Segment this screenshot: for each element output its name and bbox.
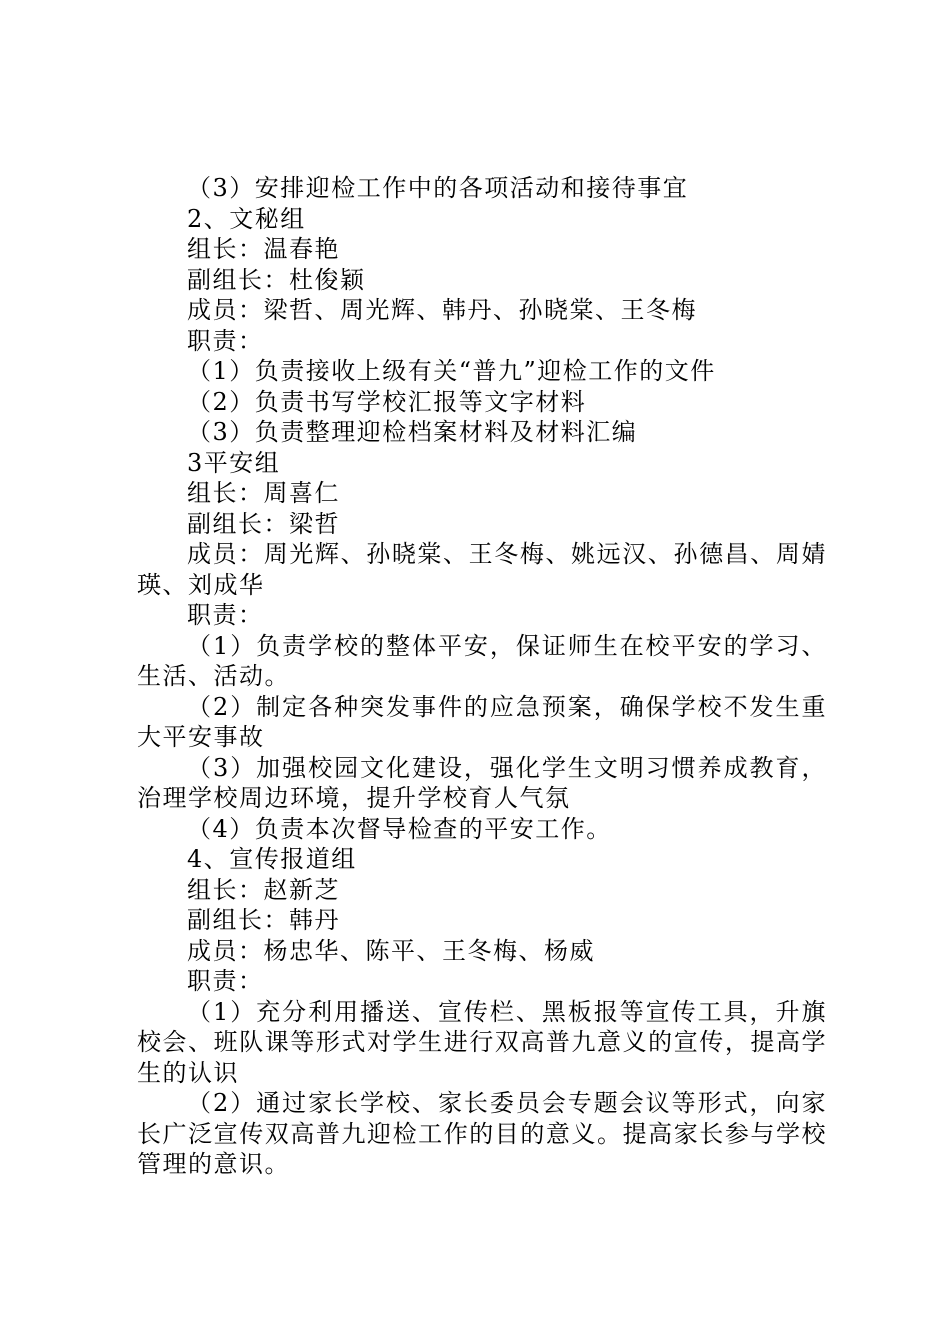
paragraph: 副组长：韩丹 xyxy=(187,906,340,934)
paragraph: 职责： xyxy=(187,601,264,629)
paragraph: （2）制定各种突发事件的应急预案，确保学校不发生重大平安事故 xyxy=(137,692,827,751)
paragraph: 职责： xyxy=(187,326,264,355)
paragraph: 副组长：梁哲 xyxy=(187,509,340,538)
paragraph: （1）充分利用播送、宣传栏、黑板报等宣传工具，升旗校会、班队课等形式对学生进行双高普九意义的宣传，提高学生的认识 xyxy=(137,997,827,1087)
paragraph: 组长：周喜仁 xyxy=(187,479,340,507)
paragraph: 成员：杨忠华、陈平、王冬梅、杨威 xyxy=(187,936,595,965)
paragraph: （2）负责书写学校汇报等文字材料 xyxy=(187,387,587,416)
document-body xyxy=(137,173,827,1180)
paragraph: （1）负责学校的整体平安，保证师生在校平安的学习、生活、活动。 xyxy=(137,631,827,690)
paragraph: 成员：周光辉、孙晓棠、王冬梅、姚远汉、孙德昌、周婧瑛、刘成华 xyxy=(137,540,827,599)
paragraph: （3）负责整理迎检档案材料及材料汇编 xyxy=(187,418,638,446)
paragraph: 成员：梁哲、周光辉、韩丹、孙晓棠、王冬梅 xyxy=(187,296,697,324)
paragraph: （4）负责本次督导检查的平安工作。 xyxy=(187,814,612,843)
paragraph: 副组长：杜俊颖 xyxy=(187,265,366,294)
section-heading: 4、宣传报道组 xyxy=(187,845,357,873)
paragraph: （3）安排迎检工作中的各项活动和接待事宜 xyxy=(187,174,689,202)
paragraph: 组长：温春艳 xyxy=(187,235,340,263)
section-heading: 3平安组 xyxy=(187,448,281,477)
paragraph: 组长：赵新芝 xyxy=(187,875,340,904)
paragraph: 职责： xyxy=(187,967,264,995)
paragraph: （2）通过家长学校、家长委员会专题会议等形式，向家长广泛宣传双高普九迎检工作的目的意义。提高家长参与学校管理的意识。 xyxy=(137,1089,827,1178)
paragraph: （3）加强校园文化建设，强化学生文明习惯养成教育，治理学校周边环境，提升学校育人气氛 xyxy=(137,753,827,812)
paragraph: （1）负责接收上级有关“普九”迎检工作的文件 xyxy=(187,357,716,385)
section-heading: 2、文秘组 xyxy=(187,204,306,233)
